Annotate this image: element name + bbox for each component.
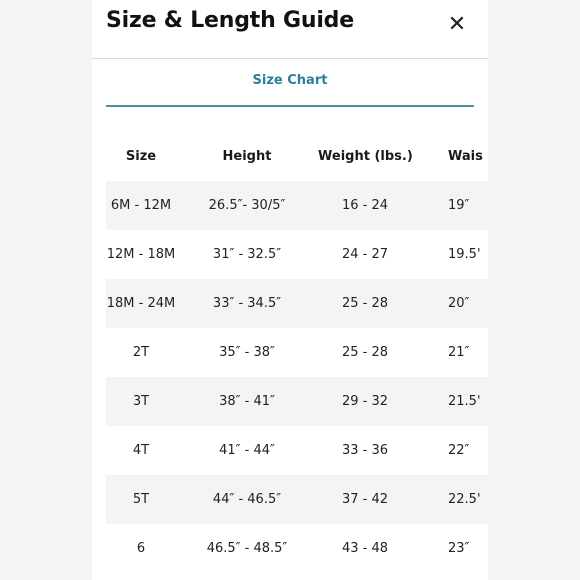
cell-height: 41″ - 44″	[219, 443, 275, 458]
table-row	[106, 524, 506, 573]
size-chart-table	[106, 132, 506, 573]
cell-weight: 33 - 36	[341, 443, 389, 458]
cell-waist: 23″	[448, 541, 470, 556]
header-weight: Weight (lbs.)	[318, 149, 413, 164]
header-size: Size	[125, 149, 157, 164]
table-row	[106, 230, 506, 279]
cell-height: 31″ - 32.5″	[212, 247, 282, 262]
cell-size: 12M - 18M	[106, 247, 176, 262]
cell-waist: 22″	[448, 443, 470, 458]
cell-weight: 37 - 42	[318, 475, 412, 524]
cell-size: 18M - 24M	[106, 279, 176, 328]
tab-underline	[106, 105, 474, 107]
table-row	[106, 279, 506, 328]
size-chart-table-container[interactable]	[106, 132, 483, 580]
cell-waist: 20″	[412, 279, 506, 328]
cell-weight: 24 - 27	[341, 247, 389, 262]
cell-height: 33″ - 34.5″	[176, 279, 318, 328]
table-row	[106, 328, 506, 377]
cell-height: 35″ - 38″	[219, 345, 275, 360]
cell-weight: 25 - 28	[318, 279, 412, 328]
table-row	[106, 181, 506, 230]
table-row	[106, 426, 506, 475]
cell-size: 5T	[106, 475, 176, 524]
cell-weight: 43 - 48	[341, 541, 389, 556]
cell-waist: 19″	[412, 181, 506, 230]
table-header-row	[106, 132, 506, 181]
cell-waist: 22.5'	[412, 475, 506, 524]
cell-size: 4T	[132, 443, 150, 458]
cell-size: 2T	[132, 345, 150, 360]
cell-waist: 21″	[448, 345, 470, 360]
tab-size-chart[interactable]: Size Chart	[252, 73, 328, 88]
cell-weight: 29 - 32	[318, 377, 412, 426]
table-row	[106, 377, 506, 426]
header-divider	[92, 58, 488, 59]
cell-height: 46.5″ - 48.5″	[206, 541, 288, 556]
cell-height: 26.5″- 30/5″	[176, 181, 318, 230]
cell-height: 44″ - 46.5″	[176, 475, 318, 524]
cell-waist: 19.5'	[448, 247, 481, 262]
table-row	[106, 475, 506, 524]
cell-weight: 16 - 24	[318, 181, 412, 230]
cell-size: 6M - 12M	[106, 181, 176, 230]
cell-waist: 21.5'	[412, 377, 506, 426]
modal-title: Size & Length Guide	[106, 8, 354, 33]
header-height: Height	[222, 149, 272, 164]
size-guide-modal	[92, 0, 488, 580]
close-icon[interactable]: ✕	[447, 12, 467, 37]
header-waist: Wais	[448, 149, 483, 164]
cell-weight: 25 - 28	[341, 345, 389, 360]
cell-height: 38″ - 41″	[176, 377, 318, 426]
cell-size: 6	[136, 541, 146, 556]
cell-size: 3T	[106, 377, 176, 426]
